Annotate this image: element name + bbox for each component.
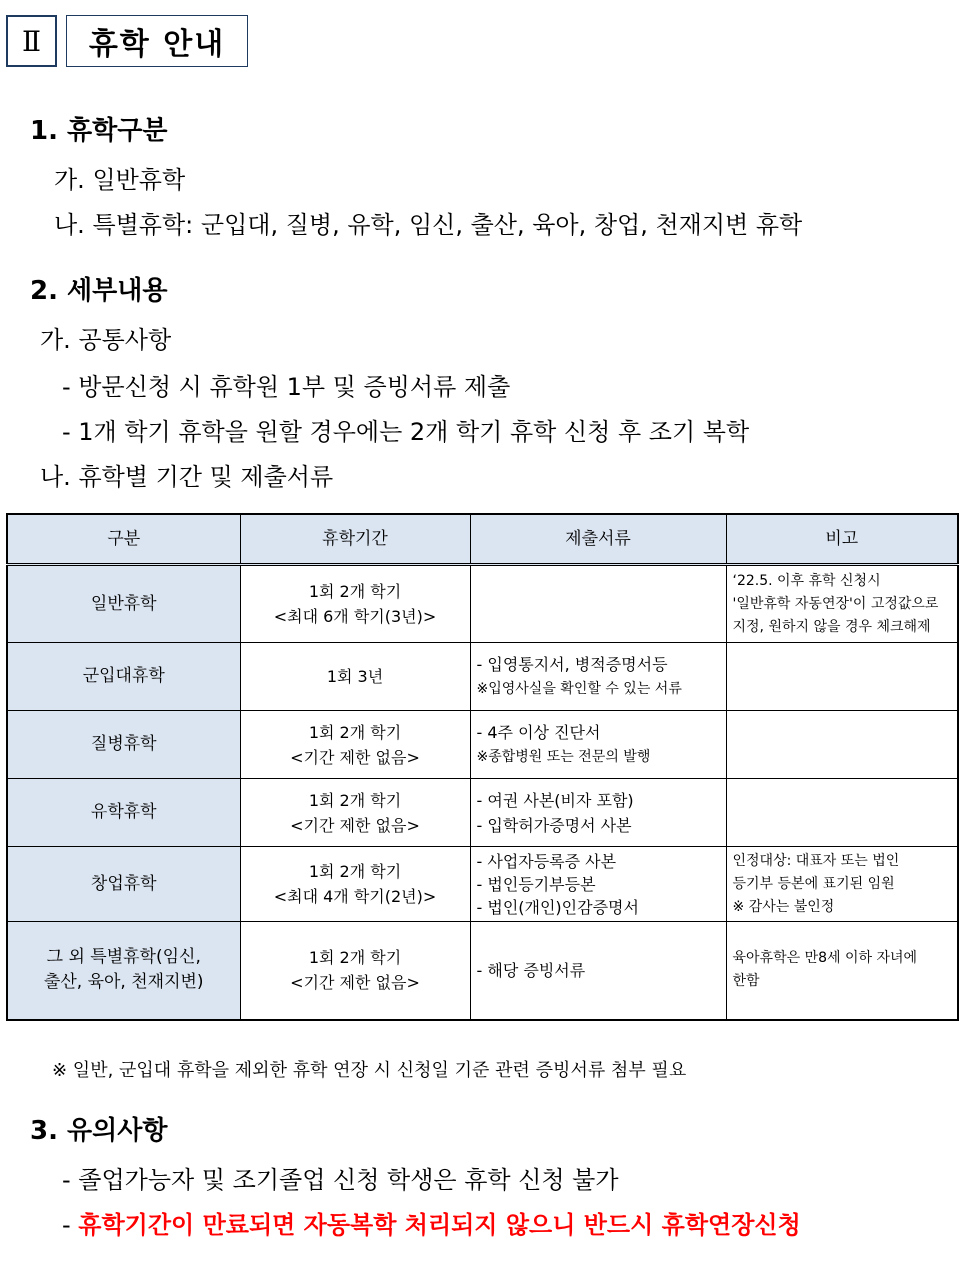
row-note [726,779,958,847]
leave-table [6,513,959,1021]
table-header-row [7,514,958,565]
table-row [7,922,958,1020]
row-category: 군입대휴학 [7,643,240,711]
row-category: 그 외 특별휴학(임신, 출산, 육아, 천재지변) [7,922,240,1020]
table-row [7,847,958,922]
row-docs: - 사업자등록증 사본 - 법인등기부등본 - 법인(개인)인감증명서 [470,847,726,922]
table-header: 비고 [726,514,958,565]
section1-item: 나. 특별휴학: 군입대, 질병, 유학, 임신, 출산, 육아, 창업, 천재지변 휴학 [54,211,803,239]
section1-heading: 1. 휴학구분 [30,116,168,146]
row-period: 1회 2개 학기 <최대 4개 학기(2년)> [240,847,470,922]
row-note: 육아휴학은 만8세 이하 자녀에 한함 [726,922,958,1020]
warning-text: 휴학기간이 만료되면 자동복학 처리되지 않으니 반드시 휴학연장신청 [78,1211,801,1239]
section2-heading: 2. 세부내용 [30,276,168,306]
row-note [726,643,958,711]
row-docs [470,565,726,643]
row-period: 1회 2개 학기 <기간 제한 없음> [240,922,470,1020]
section1-item: 가. 일반휴학 [54,166,186,194]
row-category: 창업휴학 [7,847,240,922]
table-header: 구분 [7,514,240,565]
table-row [7,565,958,643]
row-docs: - 4주 이상 진단서 ※종합병원 또는 전문의 발행 [470,711,726,779]
row-period: 1회 2개 학기 <기간 제한 없음> [240,711,470,779]
row-period: 1회 3년 [240,643,470,711]
row-note: 인정대상: 대표자 또는 법인 등기부 등본에 표기된 임원 ※ 감사는 불인정 [726,847,958,922]
table-row [7,779,958,847]
section3-heading: 3. 유의사항 [30,1116,168,1146]
row-docs: - 해당 증빙서류 [470,922,726,1020]
table-row [7,711,958,779]
section2-bullet: - 1개 학기 휴학을 원할 경우에는 2개 학기 휴학 신청 후 조기 복학 [62,418,750,446]
row-period: 1회 2개 학기 <최대 6개 학기(3년)> [240,565,470,643]
row-category: 질병휴학 [7,711,240,779]
row-docs: - 입영통지서, 병적증명서등 ※입영사실을 확인할 수 있는 서류 [470,643,726,711]
table-header: 휴학기간 [240,514,470,565]
chapter-title: 휴학 안내 [66,15,248,67]
table-footnote: ※ 일반, 군입대 휴학을 제외한 휴학 연장 시 신청일 기준 관련 증빙서류 첨부 필요 [52,1060,687,1081]
chapter-header [6,15,248,69]
row-note [726,711,958,779]
section3-warning: - 휴학기간이 만료되면 자동복학 처리되지 않으니 반드시 휴학연장신청 [62,1211,801,1239]
section3-bullet: - 졸업가능자 및 조기졸업 신청 학생은 휴학 신청 불가 [62,1166,619,1194]
table-header: 제출서류 [470,514,726,565]
section2-bullet: - 방문신청 시 휴학원 1부 및 증빙서류 제출 [62,373,511,401]
row-docs: - 여권 사본(비자 포함) - 입학허가증명서 사본 [470,779,726,847]
row-category: 일반휴학 [7,565,240,643]
row-category: 유학휴학 [7,779,240,847]
table-row [7,643,958,711]
chapter-number: Ⅱ [6,15,57,67]
row-period: 1회 2개 학기 <기간 제한 없음> [240,779,470,847]
section2-sub-b: 나. 휴학별 기간 및 제출서류 [40,463,334,491]
row-note: ‘22.5. 이후 휴학 신청시 '일반휴학 자동연장'이 고정값으로 지정, 원하지 않을 경우 체크해제 [726,565,958,643]
section2-sub-a: 가. 공통사항 [40,326,172,354]
